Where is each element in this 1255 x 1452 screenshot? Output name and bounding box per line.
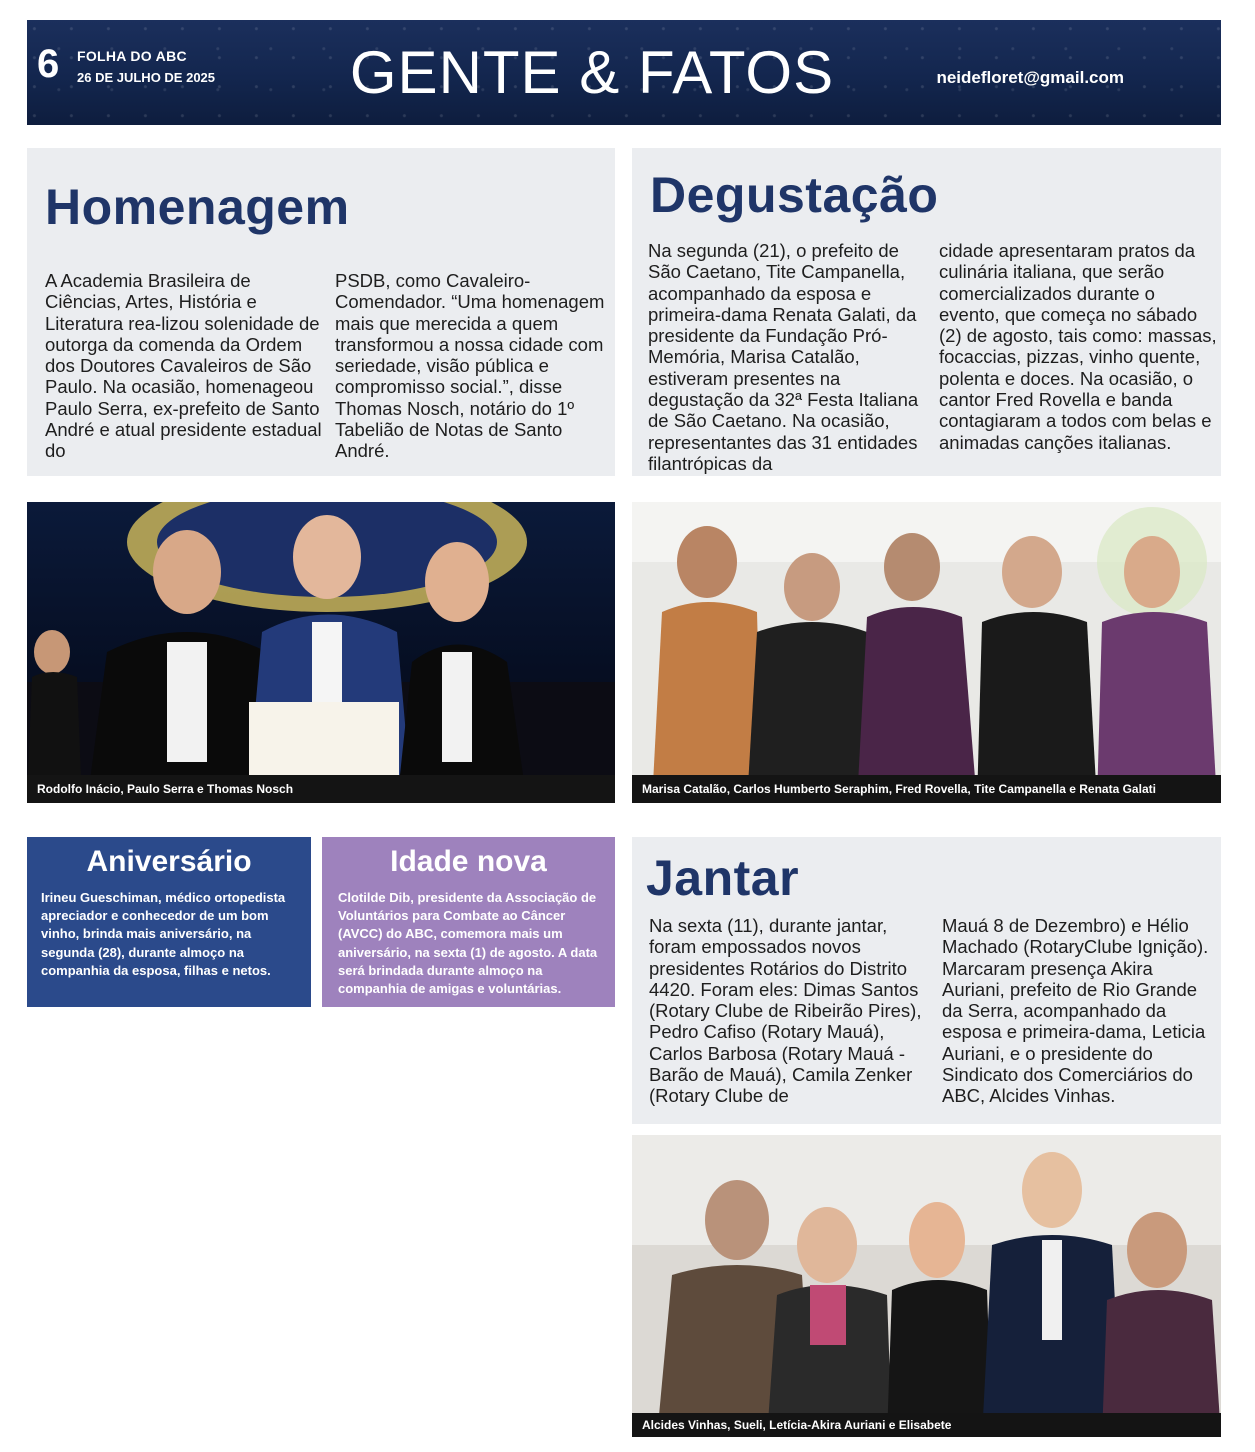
idade-nova-title: Idade nova	[390, 845, 547, 878]
issue-date: 26 DE JULHO DE 2025	[77, 70, 216, 85]
ceremony-photo-illustration	[27, 502, 615, 803]
degustacao-title: Degustação	[650, 167, 939, 223]
jantar-title: Jantar	[646, 850, 800, 906]
jantar-article	[632, 837, 1221, 1124]
aniversario-title: Aniversário	[86, 845, 252, 878]
homenagem-photo	[27, 502, 615, 803]
jantar-col-2: Mauá 8 de Dezembro) e Hélio Machado (RotaryClube Ignição). Marcaram presença Akira Auriani, prefeito de Rio Grande da Serra, acompanhado da esposa e primeira-dama, Leticia Auriani, e o presidente do Sindicato dos Comerciários do ABC, Alcides Vinhas.	[942, 915, 1209, 1107]
jantar-col-1: Na sexta (11), durante jantar, foram empossados novos presidentes Rotários do Distrito 4420. Foram eles: Dimas Santos (Rotary Clube de Ribeirão Pires), Pedro Cafiso (Rotary Mauá), Carlos Barbosa (Rotary Mauá - Barão de Mauá), Camila Zenker (Rotary Clube de	[649, 915, 922, 1107]
columnist-email[interactable]: neidefloret@gmail.com	[936, 68, 1124, 87]
idade-nova-note	[322, 837, 615, 1007]
idade-nova-text: Clotilde Dib, presidente da Associação de Voluntários para Combate ao Câncer (AVCC) do ABC, comemora mais um aniversário, na sexta (1) de agosto. A data será brindada durante almoço na companhia de amigas e voluntárias.	[338, 890, 598, 997]
homenagem-col-2: PSDB, como Cavaleiro-Comendador. “Uma homenagem mais que merecida a quem transformou a nossa cidade com seriedade, visão pública e compromisso social.”, disse Thomas Nosch, notário do 1º Tabelião de Notas de Santo André.	[335, 270, 605, 462]
homenagem-col-1: A Academia Brasileira de Ciências, Artes, História e Literatura rea-lizou solenidade de outorga da comenda da Ordem dos Doutores Cavaleiros de São Paulo. Na ocasião, homenageou Paulo Serra, ex-prefeito de Santo André e atual presidente estadual do	[45, 270, 322, 462]
jantar-photo-caption: Alcides Vinhas, Sueli, Letícia-Akira Auriani e Elisabete	[632, 1413, 1221, 1437]
homenagem-photo-caption: Rodolfo Inácio, Paulo Serra e Thomas Nosch	[27, 775, 615, 803]
degustacao-photo-caption: Marisa Catalão, Carlos Humberto Seraphim, Fred Rovella, Tite Campanella e Renata Galati	[632, 775, 1221, 803]
tasting-photo-illustration	[632, 502, 1221, 803]
section-title: GENTE & FATOS	[349, 39, 835, 106]
homenagem-article	[27, 148, 615, 476]
aniversario-note	[27, 837, 311, 1007]
degustacao-col-2: cidade apresentaram pratos da culinária italiana, que serão comercializados durante o evento, que começa no sábado (2) de agosto, tais como: massas, focaccias, pizzas, vinho quente, polenta e doces. Na ocasião, o cantor Fred Rovella e banda contagiaram a todos com belas e animadas canções italianas.	[939, 240, 1217, 453]
degustacao-col-1: Na segunda (21), o prefeito de São Caetano, Tite Campanella, acompanhado da esposa e primeira-dama Renata Galati, da presidente da Fundação Pró-Memória, Marisa Catalão, estiveram presentes na degustação da 32ª Festa Italiana de São Caetano. Na ocasião, representantes das 31 entidades filantrópicas da	[648, 240, 919, 474]
dinner-photo-illustration	[632, 1135, 1221, 1437]
page-header	[27, 20, 1221, 125]
paper-name: FOLHA DO ABC	[77, 48, 187, 64]
homenagem-title: Homenagem	[45, 179, 350, 235]
page-number: 6	[37, 42, 60, 86]
degustacao-article	[632, 148, 1221, 476]
aniversario-text: Irineu Gueschiman, médico ortopedista apreciador e conhecedor de um bom vinho, brinda mais aniversário, na segunda (28), durante almoço na companhia da esposa, filhas e netos.	[41, 890, 286, 978]
degustacao-photo	[632, 502, 1221, 803]
jantar-photo	[632, 1135, 1221, 1437]
